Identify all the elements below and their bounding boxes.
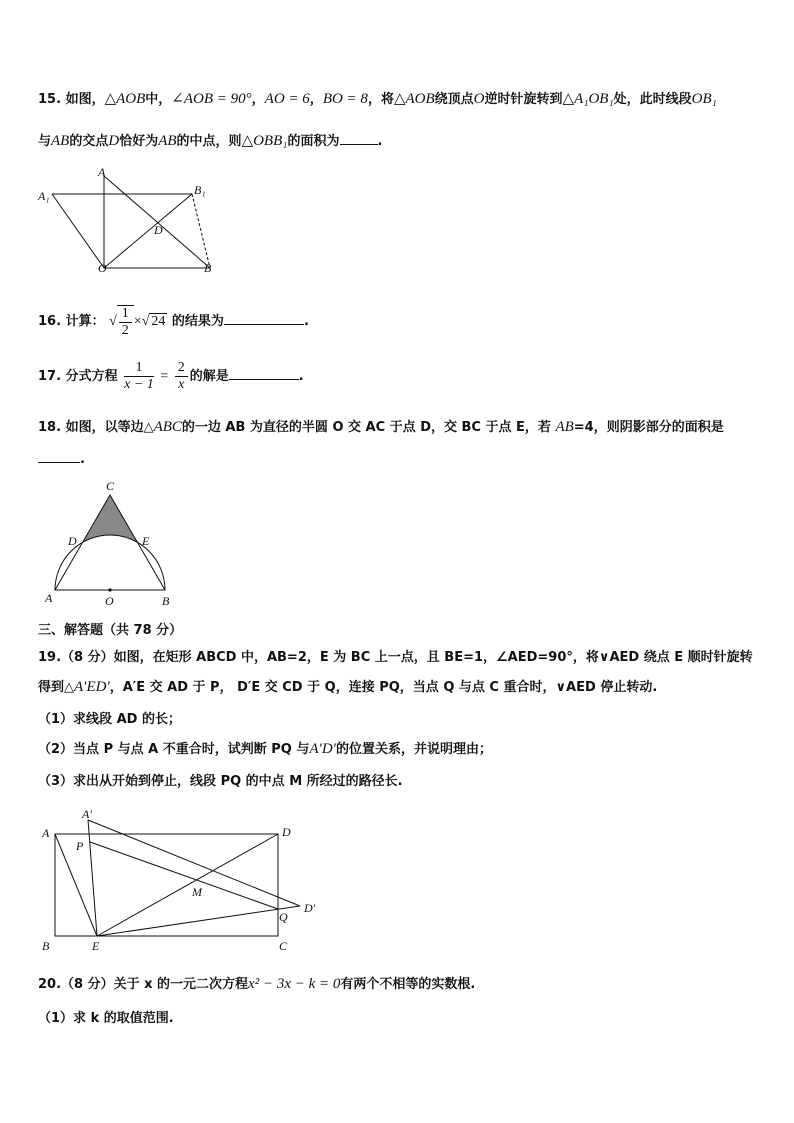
q15-text: 逆时针旋转到 — [484, 92, 563, 107]
label-A: A — [98, 165, 106, 179]
q19-text: （2）当点 P 与点 A 不重合时，试判断 PQ 与 — [38, 742, 310, 757]
q17-number: 17. — [38, 369, 62, 384]
radicand: 24 — [151, 314, 166, 330]
q16-text: 的结果为 — [171, 314, 224, 330]
segment-A1O — [52, 194, 104, 268]
q16-number: 16. — [38, 314, 62, 330]
math: △A₁OB₁ — [562, 91, 614, 107]
q19-figure — [36, 804, 326, 954]
math: A′ED′ — [74, 679, 110, 695]
q15-text: 绕顶点 — [434, 92, 474, 107]
math: BO = 8 — [322, 91, 368, 107]
q15-text: 的中点，则 — [176, 134, 242, 149]
equals-sign: = — [160, 369, 169, 384]
q19-text: 得到△ — [38, 680, 74, 695]
math: △AOB — [393, 91, 435, 107]
math: OB₁ — [691, 91, 717, 107]
q15-line2 — [38, 130, 382, 150]
frac-numerator: 1 — [124, 360, 154, 377]
math: x² − 3x − k = 0 — [248, 976, 341, 992]
frac-numerator: 2 — [175, 360, 188, 377]
math: ABC — [153, 419, 182, 435]
label-B: B — [42, 939, 50, 953]
center-O — [108, 588, 111, 591]
fraction-left — [124, 360, 154, 393]
math: AB — [158, 133, 177, 149]
q18-text: =4，则阴影部分的面积是 — [573, 420, 724, 435]
segment-ED — [97, 834, 278, 936]
q17-line — [38, 360, 304, 393]
q15-text: 处，此时线段 — [613, 92, 692, 107]
frac-numerator: 1 — [119, 306, 132, 323]
q15-text: 恰好为 — [119, 134, 159, 149]
label-A: A — [42, 826, 50, 840]
math: A′D′ — [309, 741, 336, 757]
label-E: E — [142, 534, 150, 548]
answer-blank — [340, 131, 378, 145]
q15-text: ， — [251, 92, 265, 107]
answer-blank — [38, 449, 80, 463]
q17-text: 分式方程 — [65, 369, 118, 384]
segment-PQ — [90, 842, 278, 909]
q18-text: . — [80, 452, 85, 467]
segment-OB1 — [104, 194, 192, 268]
label-Q: Q — [279, 910, 288, 924]
label-D: D — [282, 825, 291, 839]
sqrt-24: √ 24 — [141, 314, 166, 330]
fraction-right — [175, 360, 188, 393]
segment-ED-prime — [97, 906, 300, 936]
q16-line — [38, 305, 309, 339]
q15-figure — [36, 165, 226, 278]
label-D: D — [68, 534, 77, 548]
math: D — [108, 133, 120, 149]
math: AB — [51, 133, 70, 149]
label-D-prime: D′ — [304, 901, 316, 915]
q20-text: 有两个不相等的实数根. — [340, 977, 476, 992]
label-O: O — [98, 261, 107, 275]
q19-text: 的位置关系，并说明理由； — [335, 742, 492, 757]
math: ∠AOB = 90° — [171, 91, 252, 107]
q19-text: ，A′E 交 AD 于 P， D′E 交 CD 于 Q，连接 PQ，当点 Q 与点 C 重合时，∨AED 停止转动. — [109, 680, 658, 695]
q15-text: 的交点 — [69, 134, 109, 149]
q19-line1 — [38, 646, 753, 665]
q19-part3: （3）求出从开始到停止，线段 PQ 的中点 M 所经过的路径长. — [38, 774, 403, 789]
times-sign: × — [133, 314, 142, 330]
q16-text: . — [303, 314, 309, 330]
math: AO = 6 — [264, 91, 310, 107]
q18-line1 — [38, 416, 724, 436]
label-E: E — [92, 939, 100, 953]
q19-part1: （1）求线段 AD 的长； — [38, 712, 181, 727]
q15-text: ， — [309, 92, 323, 107]
q15-text: . — [377, 134, 383, 149]
q20-number: 20. — [38, 977, 62, 992]
label-B: B — [162, 594, 170, 608]
math: △OBB₁ — [241, 133, 288, 149]
q15-line1 — [38, 88, 717, 108]
q18-text: 如图，以等边△ — [65, 420, 154, 435]
q15-number: 15. — [38, 92, 62, 107]
q16-text: 计算： — [65, 314, 105, 330]
q19-text: （8 分）如图，在矩形 ABCD 中，AB=2，E 为 BC 上一点，且 BE=1，∠AED=90°，将∨AED 绕点 E 顺时针旋转 — [61, 650, 753, 665]
math: AB — [555, 419, 574, 435]
q18-number: 18. — [38, 420, 62, 435]
label-A1: A₁ — [38, 189, 50, 203]
rectangle-ABCD — [55, 834, 278, 936]
frac-denominator: x − 1 — [124, 377, 154, 392]
sqrt-fraction: √ $\frac{1}{2}$ — [109, 314, 134, 329]
segment-BB1-dashed — [192, 194, 210, 268]
label-B: B — [204, 261, 212, 275]
q19-part2 — [38, 738, 492, 758]
q17-text: 的解是 — [189, 369, 229, 384]
label-B1: B₁ — [194, 183, 206, 197]
label-C: C — [106, 479, 115, 493]
frac-denominator: 2 — [121, 323, 129, 338]
q18-line2 — [38, 449, 85, 467]
label-C: C — [279, 939, 288, 953]
q20-text: （8 分）关于 x 的一元二次方程 — [61, 977, 249, 992]
q15-text: 的面积为 — [287, 134, 340, 149]
label-D: D — [154, 223, 163, 237]
q20-part1: （1）求 k 的取值范围. — [38, 1011, 174, 1026]
q15-text: 与 — [38, 134, 52, 149]
section-heading: 三、解答题（共 78 分） — [38, 623, 183, 638]
label-O: O — [105, 594, 114, 608]
math: △AOB — [104, 91, 146, 107]
answer-blank — [224, 311, 304, 325]
q15-text: 如图， — [65, 92, 105, 107]
q19-number: 19. — [38, 650, 62, 665]
q15-text: 中， — [145, 92, 172, 107]
math: O — [473, 91, 485, 107]
label-A: A — [45, 591, 53, 605]
q18-text: 的一边 AB 为直径的半圆 O 交 AC 于点 D，交 BC 于点 E，若 — [181, 420, 556, 435]
label-A-prime: A′ — [82, 807, 92, 821]
label-M: M — [192, 885, 202, 899]
q18-figure — [42, 478, 182, 608]
q17-text: . — [298, 369, 304, 384]
q19-line2 — [38, 676, 657, 696]
frac-denominator: x — [178, 377, 185, 392]
q15-text: ，将 — [367, 92, 394, 107]
label-P: P — [76, 839, 84, 853]
answer-blank — [229, 366, 299, 380]
q20-line1 — [38, 973, 475, 993]
